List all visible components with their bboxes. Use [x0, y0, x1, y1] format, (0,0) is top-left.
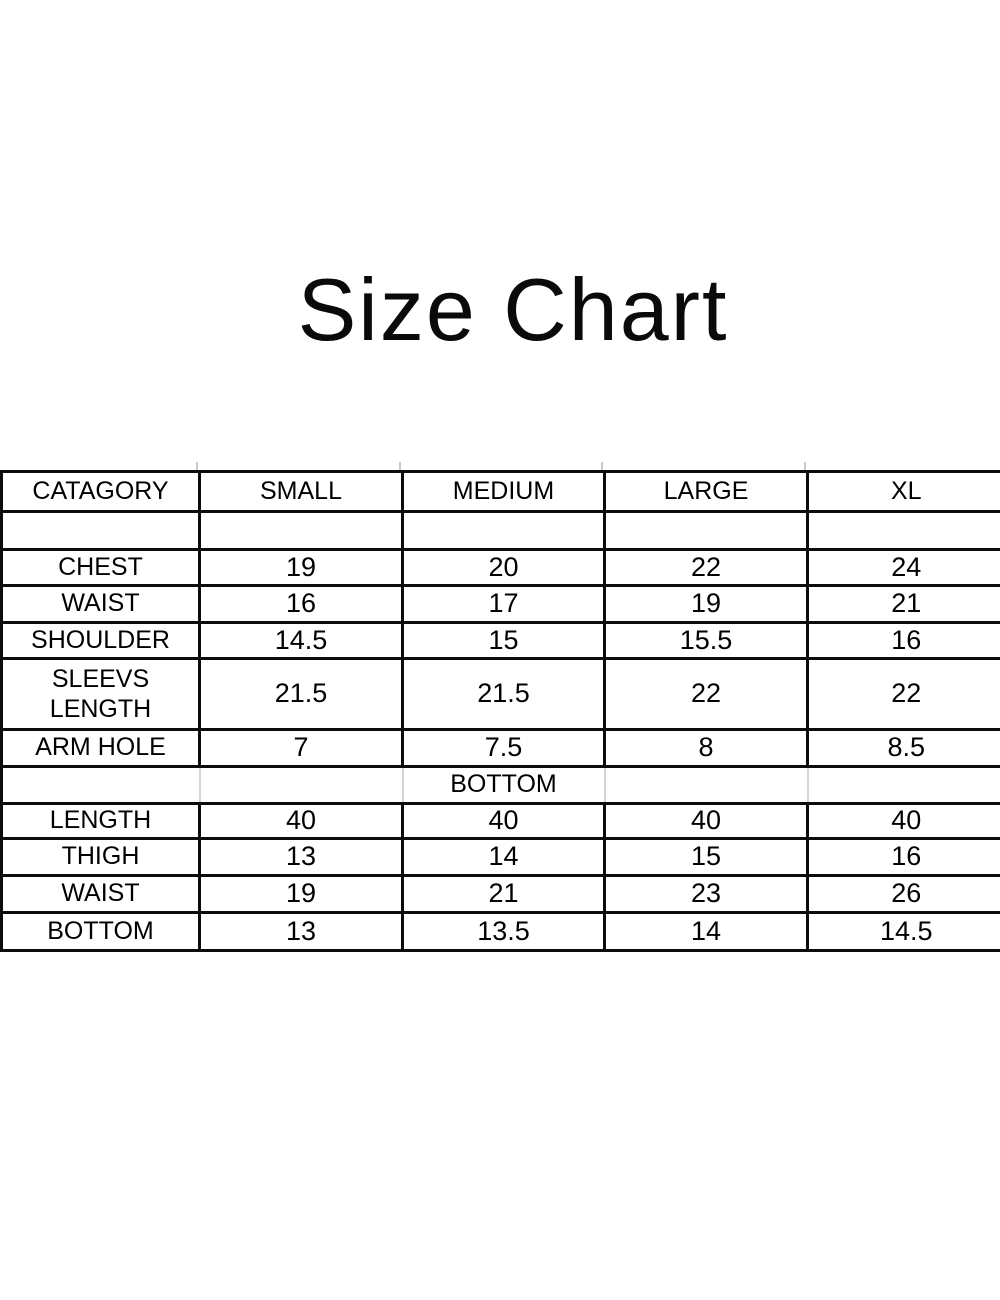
section-row-bottom [2, 767, 1000, 804]
empty-cell [403, 512, 605, 550]
cell-value: 14 [605, 913, 808, 951]
page-title: Size Chart [297, 260, 729, 359]
cell-value: 7.5 [403, 730, 605, 767]
cell-value: 17 [403, 586, 605, 623]
cell-value: 19 [200, 876, 403, 913]
cell-value: 26 [808, 876, 1000, 913]
cell-value: 21.5 [200, 659, 403, 730]
row-label: WAIST [2, 876, 200, 913]
cell-value: 13 [200, 913, 403, 951]
cell-value: 14.5 [808, 913, 1000, 951]
cell-value: 8.5 [808, 730, 1000, 767]
row-label: LENGTH [2, 804, 200, 839]
cell-value: 22 [605, 550, 808, 586]
empty-cell [808, 512, 1000, 550]
row-label: ARM HOLE [2, 730, 200, 767]
table-row-waist-bottom [2, 876, 1000, 913]
cell-value: 22 [808, 659, 1000, 730]
header-row [2, 472, 1000, 512]
section-cell [200, 767, 403, 804]
empty-cell [200, 512, 403, 550]
row-label: WAIST [2, 586, 200, 623]
row-label: CHEST [2, 550, 200, 586]
cell-value: 16 [808, 623, 1000, 659]
cell-value: 15 [605, 839, 808, 876]
cell-value: 40 [808, 804, 1000, 839]
cell-value: 14.5 [200, 623, 403, 659]
column-header-large: LARGE [605, 472, 808, 512]
size-chart-table-wrapper [0, 470, 1000, 952]
column-header-catagory: CATAGORY [2, 472, 200, 512]
empty-row [2, 512, 1000, 550]
section-cell [2, 767, 200, 804]
table-row-waist [2, 586, 1000, 623]
cell-value: 15 [403, 623, 605, 659]
column-header-medium: MEDIUM [403, 472, 605, 512]
cell-value: 13 [200, 839, 403, 876]
cell-value: 21 [808, 586, 1000, 623]
cell-value: 40 [605, 804, 808, 839]
empty-cell [2, 512, 200, 550]
column-header-small: SMALL [200, 472, 403, 512]
table-row-shoulder [2, 623, 1000, 659]
cell-value: 21.5 [403, 659, 605, 730]
cell-value: 21 [403, 876, 605, 913]
table-row-thigh [2, 839, 1000, 876]
cell-value: 15.5 [605, 623, 808, 659]
table-row-arm-hole [2, 730, 1000, 767]
cell-value: 7 [200, 730, 403, 767]
table-row-chest [2, 550, 1000, 586]
table-row-bottom [2, 913, 1000, 951]
section-cell [605, 767, 808, 804]
row-label: SHOULDER [2, 623, 200, 659]
cell-value: 22 [605, 659, 808, 730]
row-label: SLEEVS LENGTH [2, 659, 200, 730]
empty-cell [605, 512, 808, 550]
section-cell [808, 767, 1000, 804]
cell-value: 14 [403, 839, 605, 876]
column-header-xl: XL [808, 472, 1000, 512]
row-label: THIGH [2, 839, 200, 876]
cell-value: 23 [605, 876, 808, 913]
cell-value: 13.5 [403, 913, 605, 951]
table-row-sleevs-length [2, 659, 1000, 730]
cell-value: 40 [403, 804, 605, 839]
cell-value: 24 [808, 550, 1000, 586]
cell-value: 40 [200, 804, 403, 839]
cell-value: 19 [605, 586, 808, 623]
row-label: BOTTOM [2, 913, 200, 951]
cell-value: 16 [200, 586, 403, 623]
cell-value: 8 [605, 730, 808, 767]
section-label: BOTTOM [403, 767, 605, 804]
cell-value: 16 [808, 839, 1000, 876]
size-chart-table [0, 470, 1000, 952]
cell-value: 20 [403, 550, 605, 586]
cell-value: 19 [200, 550, 403, 586]
table-row-length [2, 804, 1000, 839]
